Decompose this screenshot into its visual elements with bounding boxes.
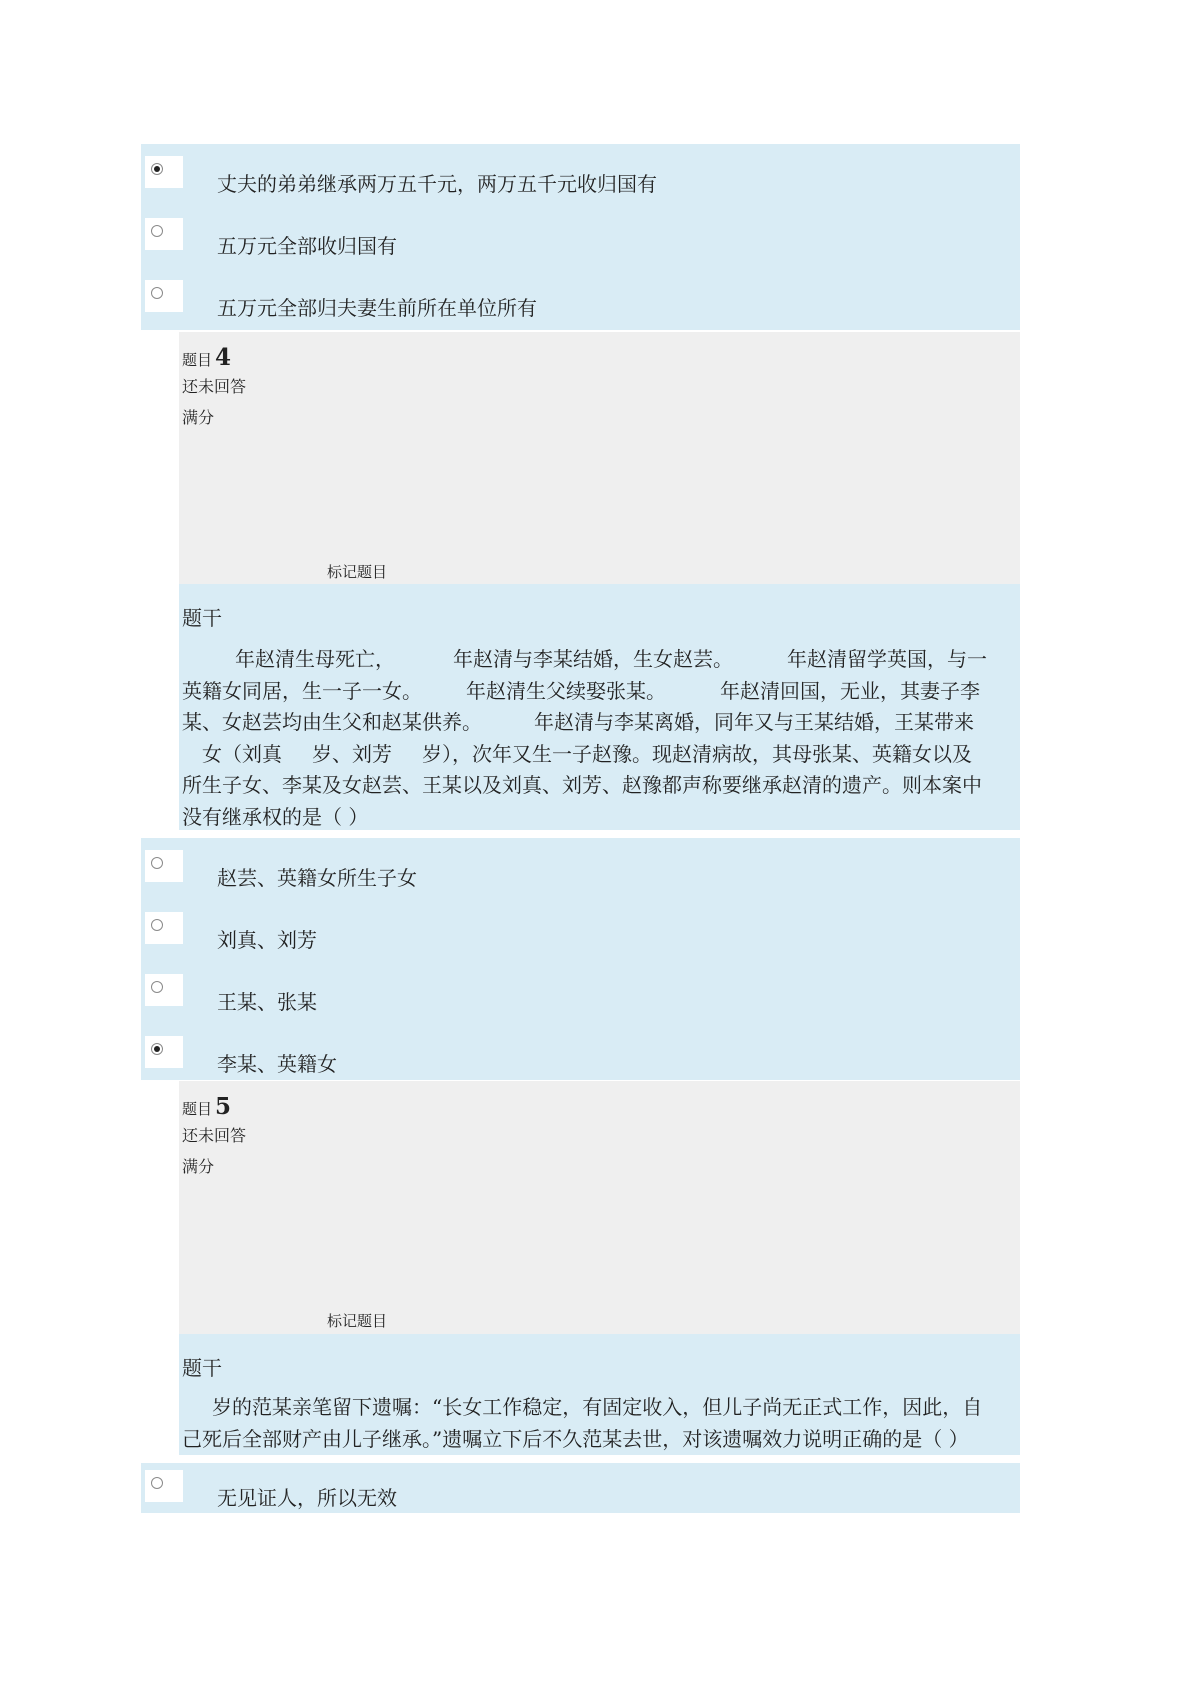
radio-box[interactable] — [145, 218, 183, 250]
radio-box[interactable] — [145, 974, 183, 1006]
option-label: 无见证人，所以无效 — [217, 1486, 397, 1510]
option-label: 李某、英籍女 — [217, 1052, 337, 1076]
stem-line: 英籍女同居，生一子一女。 年赵清生父续娶张某。 年赵清回国，无业，其妻子李 — [182, 678, 980, 703]
flag-question-link[interactable]: 标记题目 — [327, 563, 388, 581]
q3-option-3[interactable] — [141, 268, 1020, 330]
radio-icon[interactable] — [151, 857, 163, 869]
question-grade: 满分 — [182, 408, 215, 427]
q4-info-panel — [179, 332, 1020, 584]
question-grade: 满分 — [182, 1157, 215, 1176]
radio-icon[interactable] — [151, 1043, 163, 1055]
stem-text — [182, 1392, 1018, 1455]
question-label — [182, 1093, 231, 1120]
stem-line: 己死后全部财产由儿子继承。”遗嘱立下后不久范某去世，对该遗嘱效力说明正确的是（ ） — [182, 1426, 969, 1451]
q4-option-1[interactable] — [141, 838, 1020, 900]
question-label-text: 题目 — [182, 351, 213, 369]
stem-line: 年赵清生母死亡， 年赵清与李某结婚，生女赵芸。 年赵清留学英国，与一 — [235, 647, 987, 671]
question-label-text: 题目 — [182, 1100, 213, 1118]
q3-option-1[interactable] — [141, 144, 1020, 206]
option-label: 五万元全部归夫妻生前所在单位所有 — [217, 296, 537, 320]
question-number: 4 — [215, 344, 232, 371]
stem-title: 题干 — [182, 1356, 222, 1380]
q5-stem — [179, 1334, 1020, 1455]
radio-box[interactable] — [145, 280, 183, 312]
q4-option-3[interactable] — [141, 962, 1020, 1024]
radio-icon[interactable] — [151, 225, 163, 237]
q4-options — [141, 838, 1020, 1080]
question-status: 还未回答 — [182, 1126, 247, 1145]
stem-line: 岁的范某亲笔留下遗嘱：“长女工作稳定，有固定收入，但儿子尚无正式工作，因此，自 — [212, 1395, 983, 1419]
radio-box[interactable] — [145, 850, 183, 882]
radio-box[interactable] — [145, 1036, 183, 1068]
radio-icon[interactable] — [151, 919, 163, 931]
q5-options — [141, 1463, 1020, 1513]
option-label: 刘真、刘芳 — [217, 928, 317, 952]
radio-icon[interactable] — [151, 981, 163, 993]
q4-option-2[interactable] — [141, 900, 1020, 962]
radio-icon[interactable] — [151, 1477, 163, 1489]
stem-title: 题干 — [182, 606, 222, 630]
question-number: 5 — [215, 1093, 232, 1120]
radio-box[interactable] — [145, 912, 183, 944]
q5-info-panel — [179, 1081, 1020, 1334]
radio-icon[interactable] — [151, 287, 163, 299]
stem-line: 某、女赵芸均由生父和赵某供养。 年赵清与李某离婚，同年又与王某结婚，王某带来 — [182, 710, 974, 734]
option-label: 丈夫的弟弟继承两万五千元，两万五千元收归国有 — [217, 172, 657, 196]
question-status: 还未回答 — [182, 377, 247, 396]
q3-options — [141, 144, 1020, 330]
q3-option-2[interactable] — [141, 206, 1020, 268]
option-label: 赵芸、英籍女所生子女 — [217, 866, 417, 890]
q4-stem — [179, 584, 1020, 830]
radio-box[interactable] — [145, 156, 183, 188]
stem-text — [182, 644, 1018, 833]
question-label — [182, 344, 231, 371]
q4-option-4[interactable] — [141, 1024, 1020, 1086]
radio-icon[interactable] — [151, 163, 163, 175]
flag-question-link[interactable]: 标记题目 — [327, 1312, 388, 1330]
option-label: 五万元全部收归国有 — [217, 234, 397, 258]
radio-box[interactable] — [145, 1470, 183, 1502]
q5-option-1[interactable] — [141, 1463, 1020, 1513]
stem-line: 没有继承权的是（ ） — [182, 804, 369, 829]
stem-line: 所生子女、李某及女赵芸、王某以及刘真、刘芳、赵豫都声称要继承赵清的遗产。则本案中 — [182, 773, 982, 797]
option-label: 王某、张某 — [217, 990, 317, 1014]
stem-line: 女（刘真 岁、刘芳 岁），次年又生一子赵豫。现赵清病故，其母张某、英籍女以及 — [202, 741, 972, 766]
